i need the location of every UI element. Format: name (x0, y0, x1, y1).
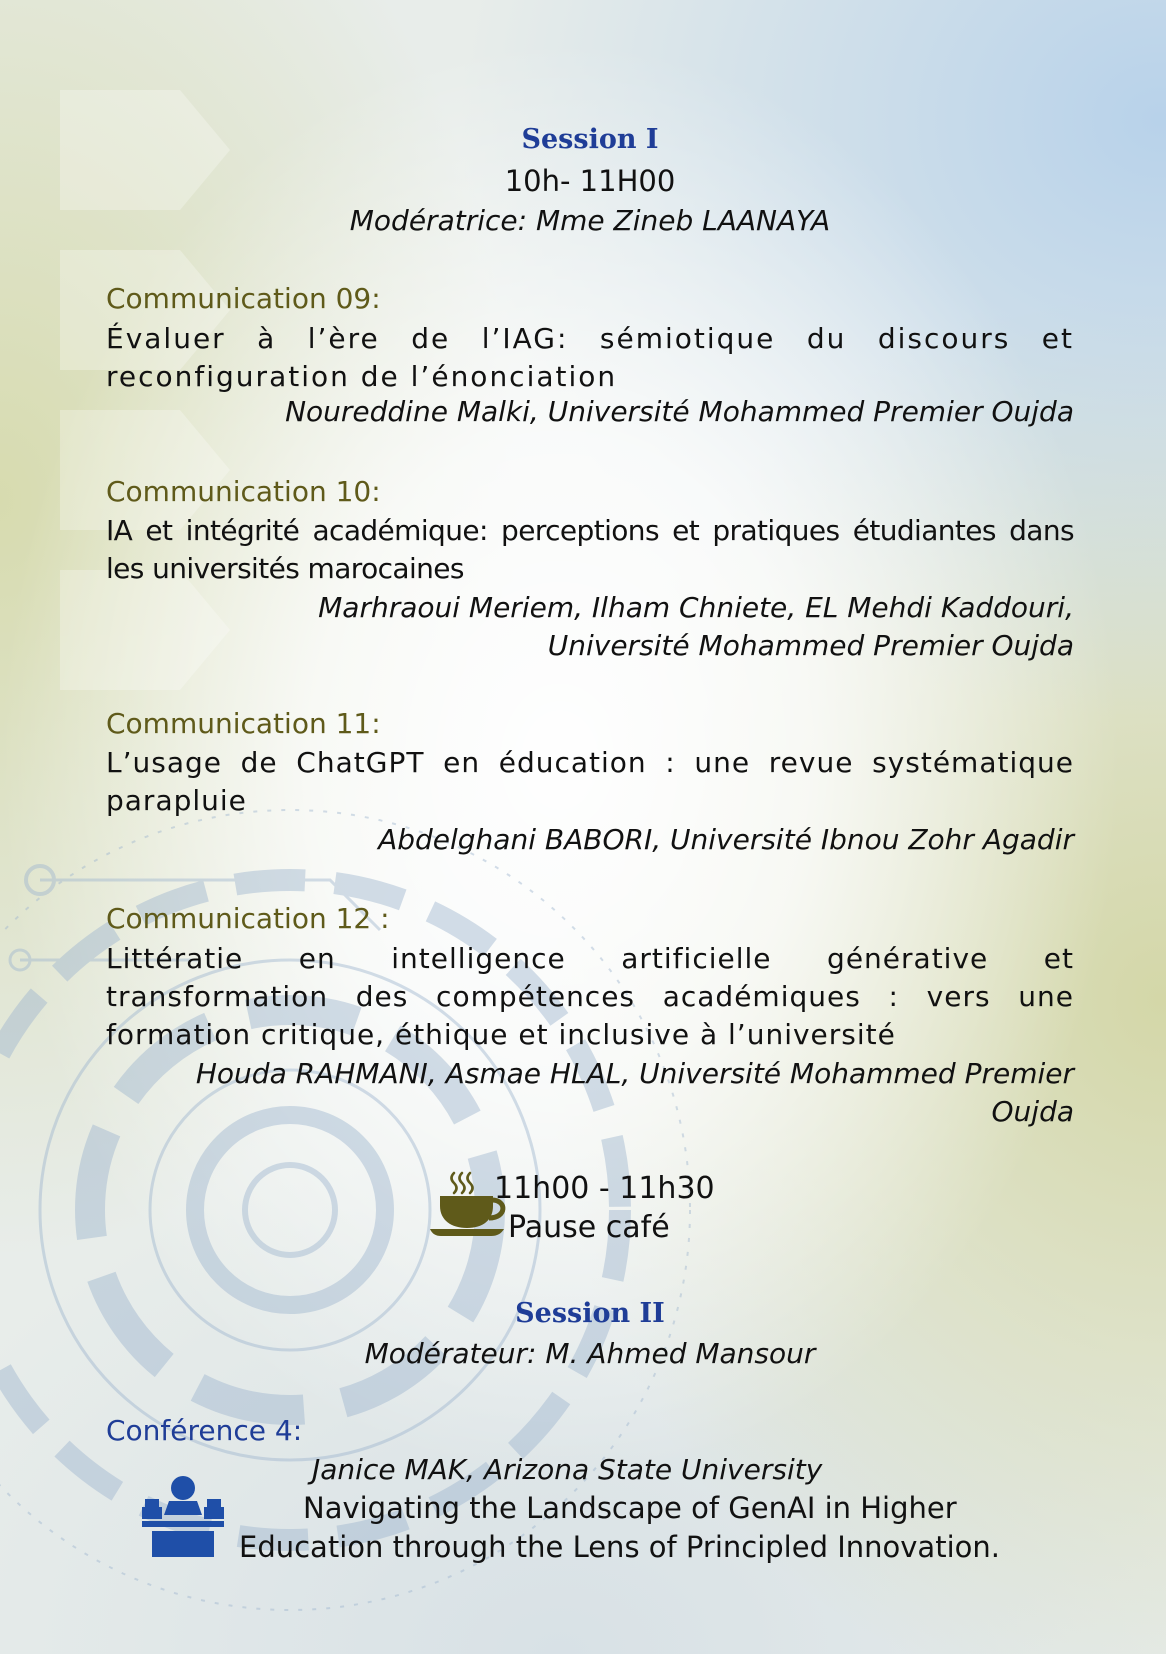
session-1-title: Session I (521, 124, 659, 155)
communication-09-label: Communication 09: (106, 282, 381, 315)
conference-title-line-1: Navigating the Landscape of GenAI in Higher (303, 1491, 957, 1525)
break-time: 11h00 - 11h30 (494, 1171, 715, 1206)
communication-11-label: Communication 11: (106, 707, 381, 740)
communication-10-authors: Marhraoui Meriem, Ilham Chniete, EL Mehdi Kaddouri, (318, 591, 1074, 624)
conference-title-line-2: Education through the Lens of Principled Innovation. (239, 1530, 1000, 1564)
communication-10-affiliation: Université Mohammed Premier Oujda (547, 629, 1074, 662)
communication-09-title: Évaluer à l’ère de l’IAG: sémiotique du discours et reconfiguration de l’énonciation (106, 322, 1074, 393)
communication-11-title: L’usage de ChatGPT en éducation : une revue systématique parapluie (106, 746, 1074, 817)
session-2-title: Session II (515, 1298, 665, 1329)
communication-12-affiliation: Oujda (991, 1095, 1074, 1128)
session-1-time: 10h- 11H00 (504, 164, 676, 198)
communication-12-title: Littératie en intelligence artificielle générative et transformation des compétences académiques : vers une formation critique, éthique et inclusive à l’université (106, 942, 1074, 1051)
break-label: Pause café (508, 1210, 670, 1245)
conference-4-label: Conférence 4: (106, 1414, 303, 1447)
speaker-podium-icon (142, 1475, 224, 1559)
conference-speaker: Janice MAK, Arizona State University (312, 1453, 823, 1486)
communication-10-title: IA et intégrité académique: perceptions et pratiques étudiantes dans les universités marocaines (106, 514, 1074, 585)
session-1-moderator: Modératrice: Mme Zineb LAANAYA (349, 204, 831, 237)
communication-10-label: Communication 10: (106, 475, 381, 508)
communication-12-label: Communication 12 : (106, 902, 390, 935)
session-2-moderator: Modérateur: M. Ahmed Mansour (364, 1337, 816, 1370)
communication-11-authors: Abdelghani BABORI, Université Ibnou Zohr Agadir (378, 823, 1074, 856)
communication-12-authors: Houda RAHMANI, Asmae HLAL, Université Mohammed Premier (195, 1057, 1074, 1090)
communication-09-authors: Noureddine Malki, Université Mohammed Premier Oujda (285, 395, 1074, 428)
